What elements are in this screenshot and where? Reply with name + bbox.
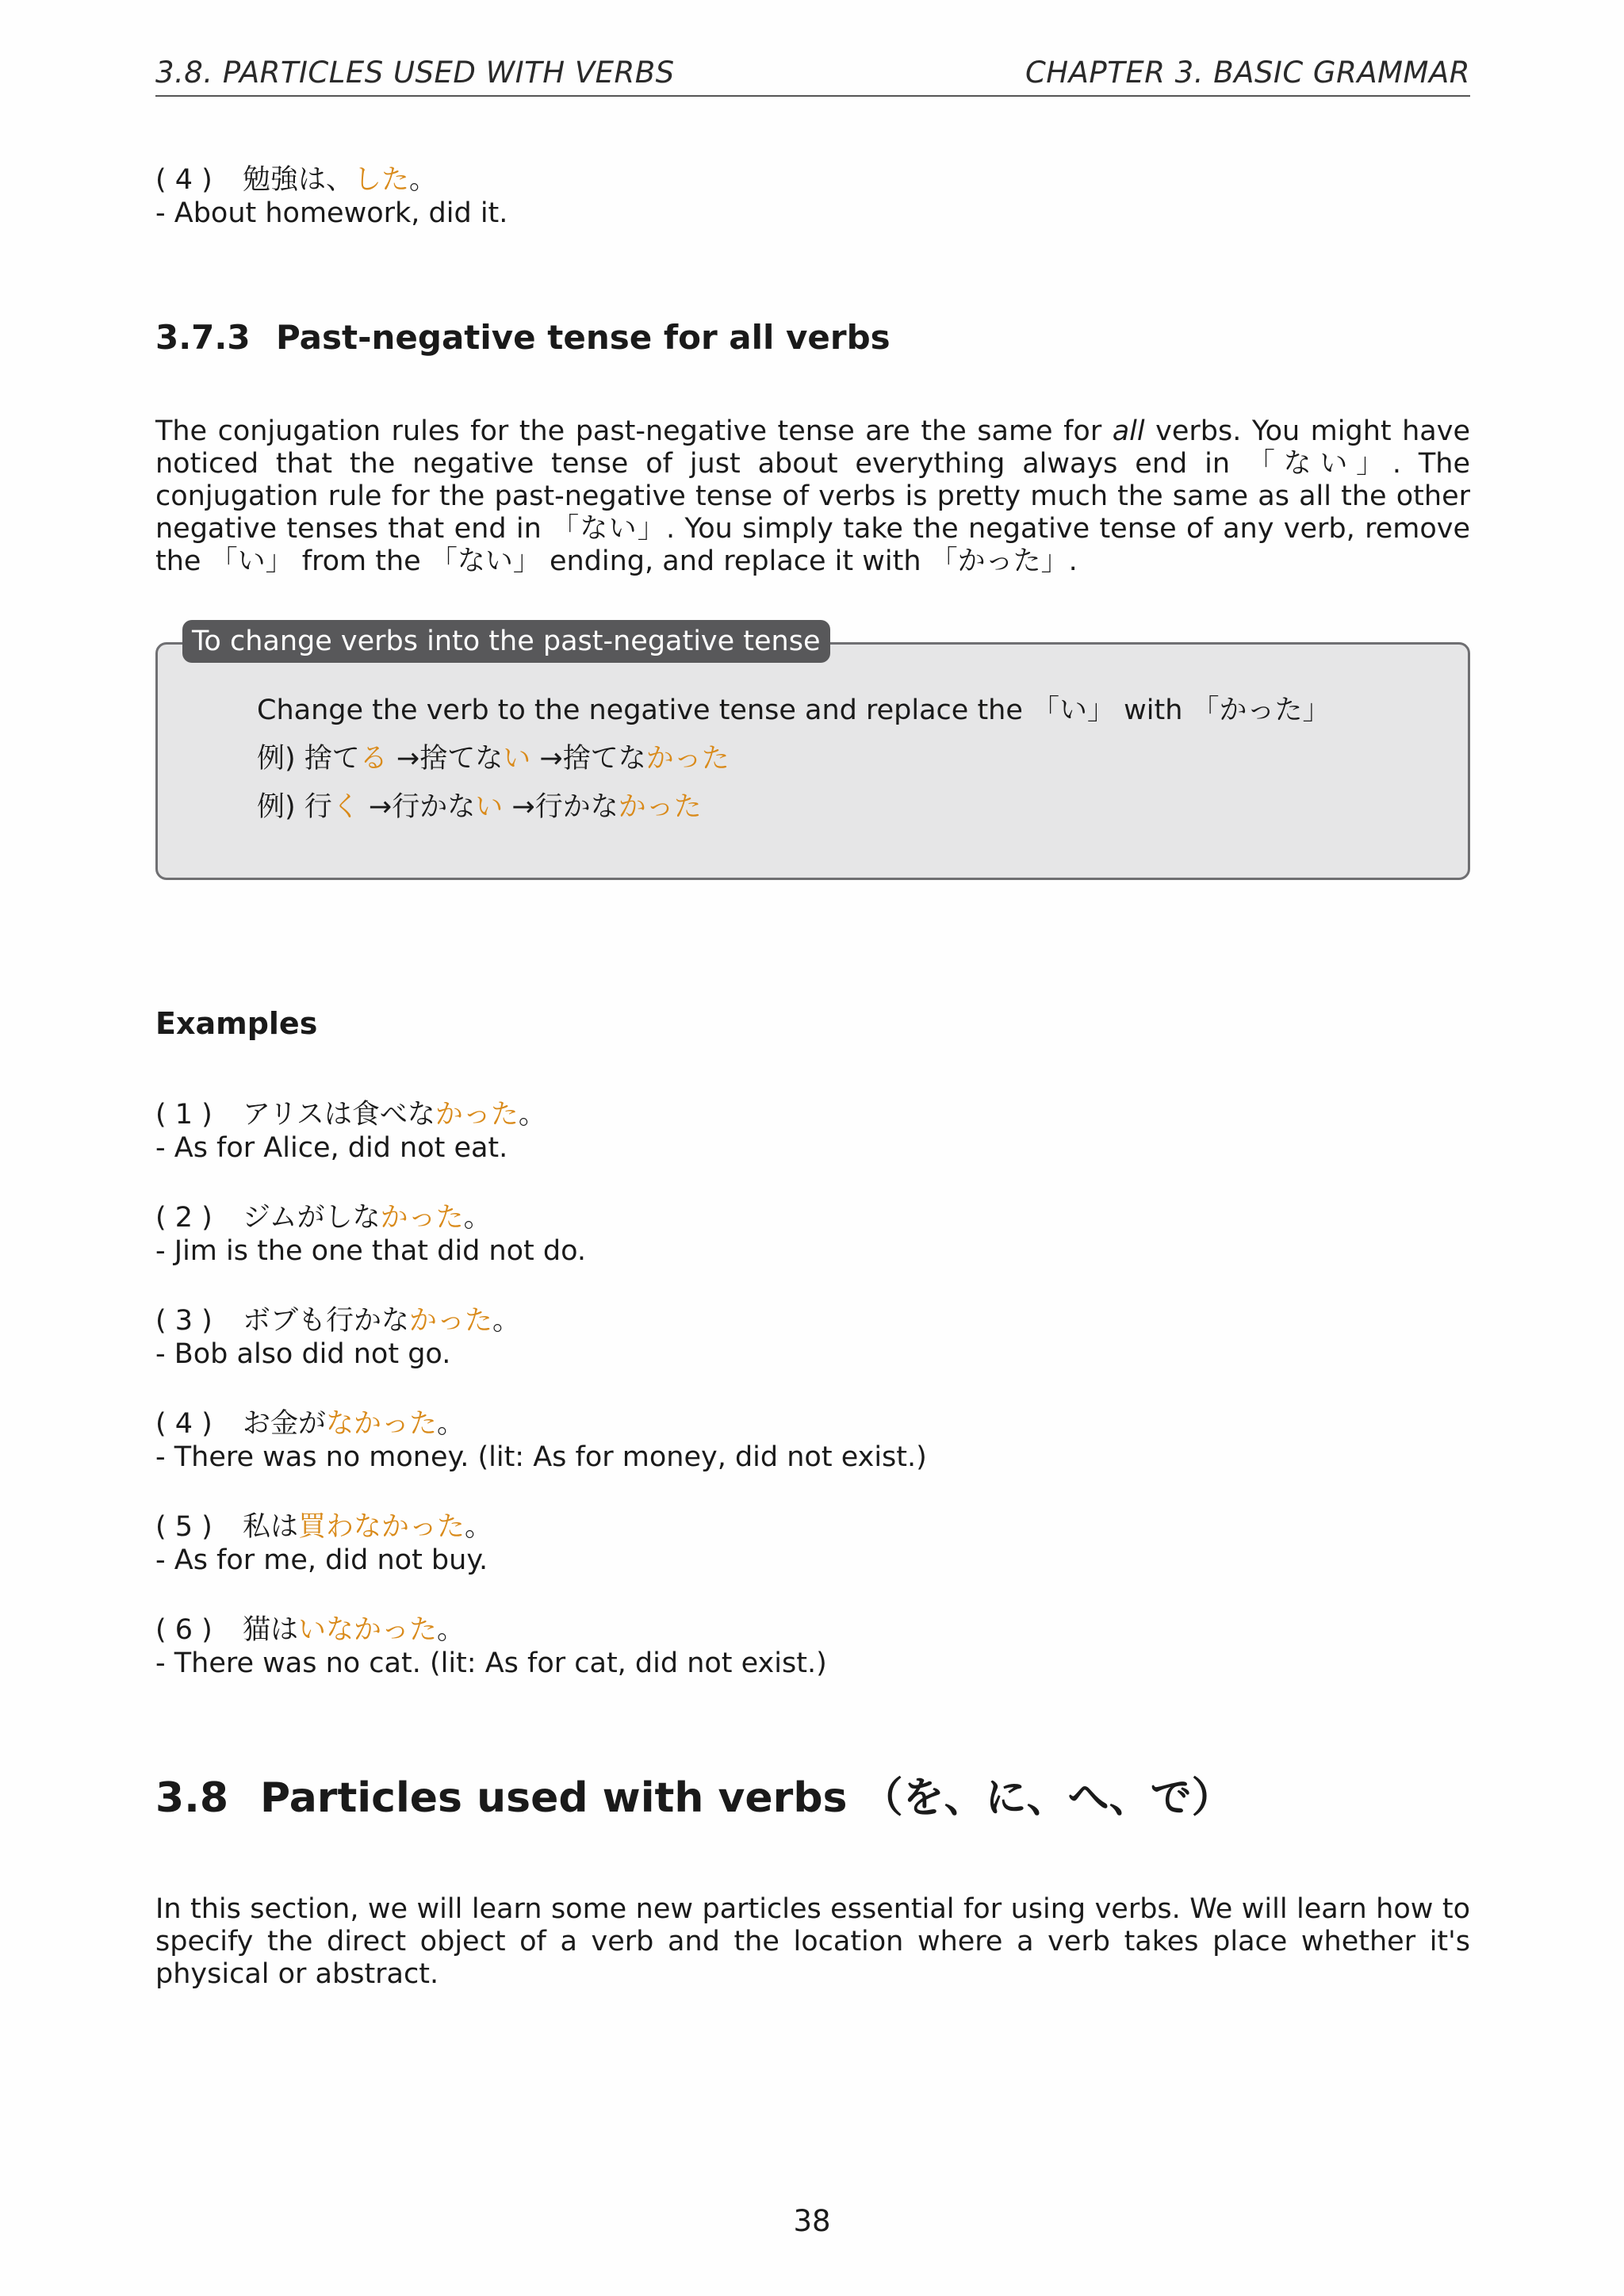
- section-3-7-3-body: [155, 415, 1470, 578]
- example-japanese: ( 5 ) 私は買わなかった。: [155, 1511, 493, 1543]
- examples-heading: Examples: [155, 1006, 318, 1041]
- highlighted-verb: なかった: [326, 1408, 438, 1440]
- example-item: [155, 1201, 1470, 1268]
- rule-example-1: 例) 捨てる →捨てない →捨てなかった: [257, 743, 730, 775]
- section-heading: [155, 1773, 1470, 1823]
- emphasis-all: all: [1112, 415, 1145, 447]
- example-number: ( 3 ): [155, 1305, 213, 1337]
- highlighted-verb: した: [354, 164, 410, 196]
- example-number: ( 4 ): [155, 1408, 213, 1440]
- examples-section: [155, 1005, 1470, 1042]
- example-number: ( 2 ): [155, 1202, 213, 1234]
- example-japanese: ( 1 ) アリスは食べなかった。: [155, 1099, 546, 1131]
- rule-example-2: 例) 行く →行かない →行かなかった: [257, 791, 702, 823]
- example-japanese: ( 6 ) 猫はいなかった。: [155, 1614, 465, 1646]
- example-translation: - As for me, did not buy.: [155, 1544, 488, 1576]
- rule-box-title: To change verbs into the past-negative tense: [182, 620, 830, 663]
- running-header: [155, 54, 1470, 97]
- example-japanese: ( 4 ) 勉強は、した。: [155, 164, 438, 196]
- example-number: ( 6 ): [155, 1614, 213, 1646]
- example-translation: - Bob also did not go.: [155, 1338, 451, 1370]
- body-paragraph: The conjugation rules for the past-negative tense are the same for all verbs. You might have noticed that the negative tense of just about everything always end in 「ない」. The conjugation rule for the past-negative tense of verbs is pretty much the same as all the other negative tenses that end in 「ない」. You simply take the negative tense of any verb, remove the 「い」 from the 「ない」 ending, and replace it with 「かった」.: [155, 415, 1470, 577]
- example-item: [155, 1407, 1470, 1474]
- page-number: 38: [793, 2204, 831, 2238]
- body-paragraph: In this section, we will learn some new particles essential for using verbs. We will learn how to specify the direct object of a verb and the location where a verb takes place whether it's physical or abstract.: [155, 1893, 1470, 1990]
- section-3-7-3: [155, 317, 1470, 358]
- example-item: [155, 1098, 1470, 1165]
- example-item: [155, 1510, 1470, 1577]
- rule-instruction: Change the verb to the negative tense and replace the 「い」 with 「かった」: [257, 695, 1331, 726]
- section-3-8-body: [155, 1893, 1470, 1991]
- subsection-number: 3.7.3: [155, 318, 251, 357]
- subsection-heading: [155, 317, 1470, 358]
- example-translation: - There was no money. (lit: As for money, did not exist.): [155, 1441, 927, 1473]
- section-3-8: [155, 1773, 1470, 1823]
- highlighted-verb: かった: [380, 1202, 464, 1234]
- highlighted-verb: かった: [409, 1305, 493, 1337]
- section-number: 3.8: [155, 1774, 229, 1822]
- example-translation: - There was no cat. (lit: As for cat, did not exist.): [155, 1647, 827, 1679]
- running-header-chapter: CHAPTER 3. BASIC GRAMMAR: [1025, 55, 1470, 90]
- carried-over-example: [155, 163, 1470, 230]
- subsection-title: Past-negative tense for all verbs: [276, 318, 891, 357]
- highlighted-verb: かった: [435, 1099, 519, 1131]
- example-translation: - Jim is the one that did not do.: [155, 1235, 586, 1267]
- example-number: ( 4 ): [155, 164, 213, 196]
- example-item: [155, 1613, 1470, 1680]
- example-translation: - About homework, did it.: [155, 197, 508, 229]
- example-japanese: ( 2 ) ジムがしなかった。: [155, 1202, 492, 1234]
- example-number: ( 5 ): [155, 1511, 213, 1543]
- example-item: [155, 1304, 1470, 1371]
- running-header-section: 3.8. PARTICLES USED WITH VERBS: [155, 55, 675, 90]
- example-japanese: ( 4 ) お金がなかった。: [155, 1408, 465, 1440]
- section-title: Particles used with verbs （を、に、へ、で）: [260, 1774, 1233, 1822]
- highlighted-verb: いなかった: [298, 1614, 438, 1646]
- example-japanese: ( 3 ) ボブも行かなかった。: [155, 1305, 521, 1337]
- example-translation: - As for Alice, did not eat.: [155, 1132, 508, 1164]
- example-number: ( 1 ): [155, 1099, 213, 1131]
- highlighted-verb: 買わなかった: [298, 1511, 465, 1543]
